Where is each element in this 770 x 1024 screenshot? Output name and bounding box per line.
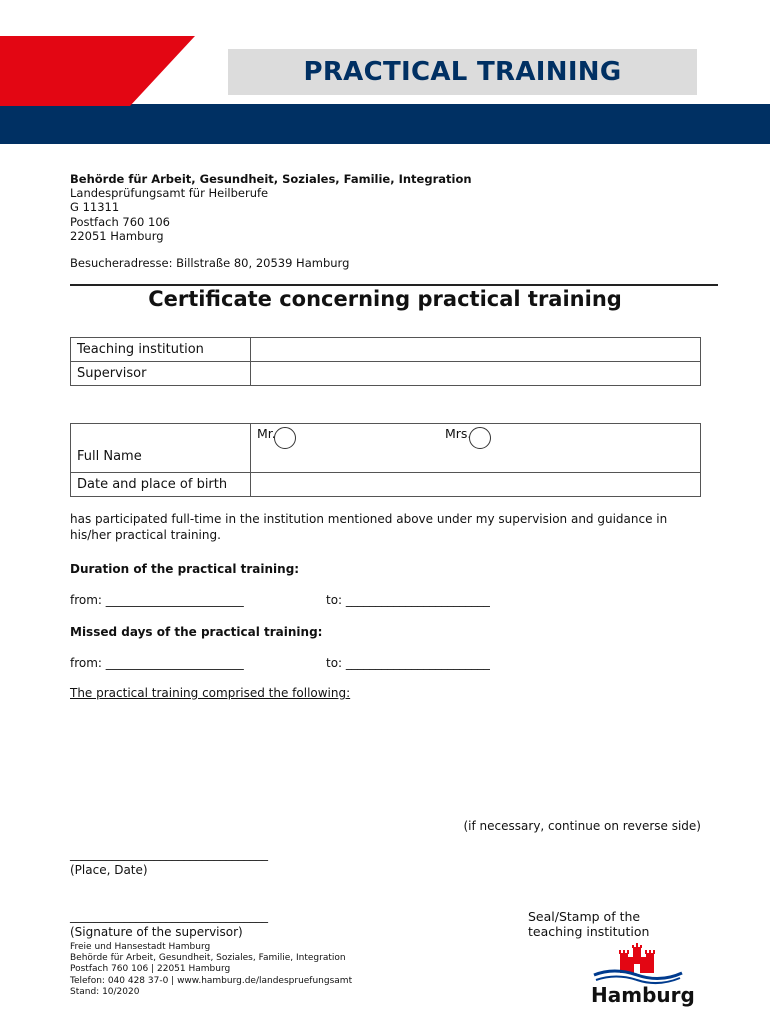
office-code: G 11311 — [70, 200, 120, 215]
reverse-note: (if necessary, continue on reverse side) — [463, 819, 701, 833]
full-name-field[interactable] — [251, 424, 701, 473]
visitor-address: Besucheradresse: Billstraße 80, 20539 Hamburg — [70, 256, 350, 270]
supervisor-field[interactable] — [251, 362, 701, 386]
missed-heading: Missed days of the practical training: — [70, 625, 323, 639]
mrs-radio[interactable] — [469, 427, 491, 449]
place-date-caption: (Place, Date) — [70, 863, 148, 877]
authority-name: Behörde für Arbeit, Gesundheit, Soziales, Familie, Integration — [70, 172, 472, 186]
trainee-table — [70, 423, 701, 497]
postbox: Postfach 760 106 — [70, 214, 170, 229]
duration-from-field[interactable]: from: _______________________ — [70, 593, 244, 607]
seal-line-1: Seal/Stamp of the — [528, 909, 641, 924]
mrs-option[interactable] — [445, 426, 491, 449]
footer-line-3: Postfach 760 106 | 22051 Hamburg — [70, 964, 231, 975]
mr-radio[interactable] — [274, 427, 296, 449]
supervisor-label: Supervisor — [71, 362, 251, 386]
footer-line-5: Stand: 10/2020 — [70, 986, 140, 997]
page-title: PRACTICAL TRAINING — [303, 57, 622, 87]
place-date-line[interactable]: _________________________________ — [70, 847, 268, 861]
duration-to-field[interactable]: to: ________________________ — [326, 593, 490, 607]
seal-caption — [528, 909, 649, 939]
institution-table — [70, 337, 701, 386]
seal-line-2: teaching institution — [528, 924, 650, 939]
teaching-institution-label: Teaching institution — [71, 338, 251, 362]
mr-option[interactable] — [257, 426, 296, 449]
certificate-title: Certificate concerning practical training — [148, 287, 622, 311]
footer — [70, 942, 352, 998]
footer-line-2: Behörde für Arbeit, Gesundheit, Soziales, Familie, Integration — [70, 953, 346, 964]
mr-label: Mr. — [257, 426, 276, 441]
signature-line[interactable]: _________________________________ — [70, 909, 268, 923]
city: 22051 Hamburg — [70, 228, 164, 243]
mrs-label: Mrs. — [445, 426, 472, 441]
address-block — [70, 172, 472, 243]
birth-label: Date and place of birth — [71, 473, 251, 497]
duration-heading: Duration of the practical training: — [70, 562, 300, 576]
birth-field[interactable] — [251, 473, 701, 497]
statement-text: has participated full-time in the institution mentioned above under my supervision and guidance in his/her practical training. — [70, 512, 668, 542]
comprised-heading: The practical training comprised the following: — [70, 686, 351, 700]
divider — [70, 284, 718, 286]
footer-line-4: Telefon: 040 428 37-0 | www.hamburg.de/landespruefungsamt — [70, 975, 353, 986]
title-box — [228, 49, 697, 95]
header-red-band — [0, 36, 195, 144]
footer-line-1: Freie und Hansestadt Hamburg — [70, 942, 211, 952]
office-name: Landesprüfungsamt für Heilberufe — [70, 186, 269, 201]
missed-from-field[interactable]: from: _______________________ — [70, 656, 244, 670]
full-name-label: Full Name — [71, 424, 251, 473]
hamburg-logo-text: Hamburg — [591, 983, 695, 1007]
signature-caption: (Signature of the supervisor) — [70, 925, 243, 939]
teaching-institution-field[interactable] — [251, 338, 701, 362]
missed-to-field[interactable]: to: ________________________ — [326, 656, 490, 670]
